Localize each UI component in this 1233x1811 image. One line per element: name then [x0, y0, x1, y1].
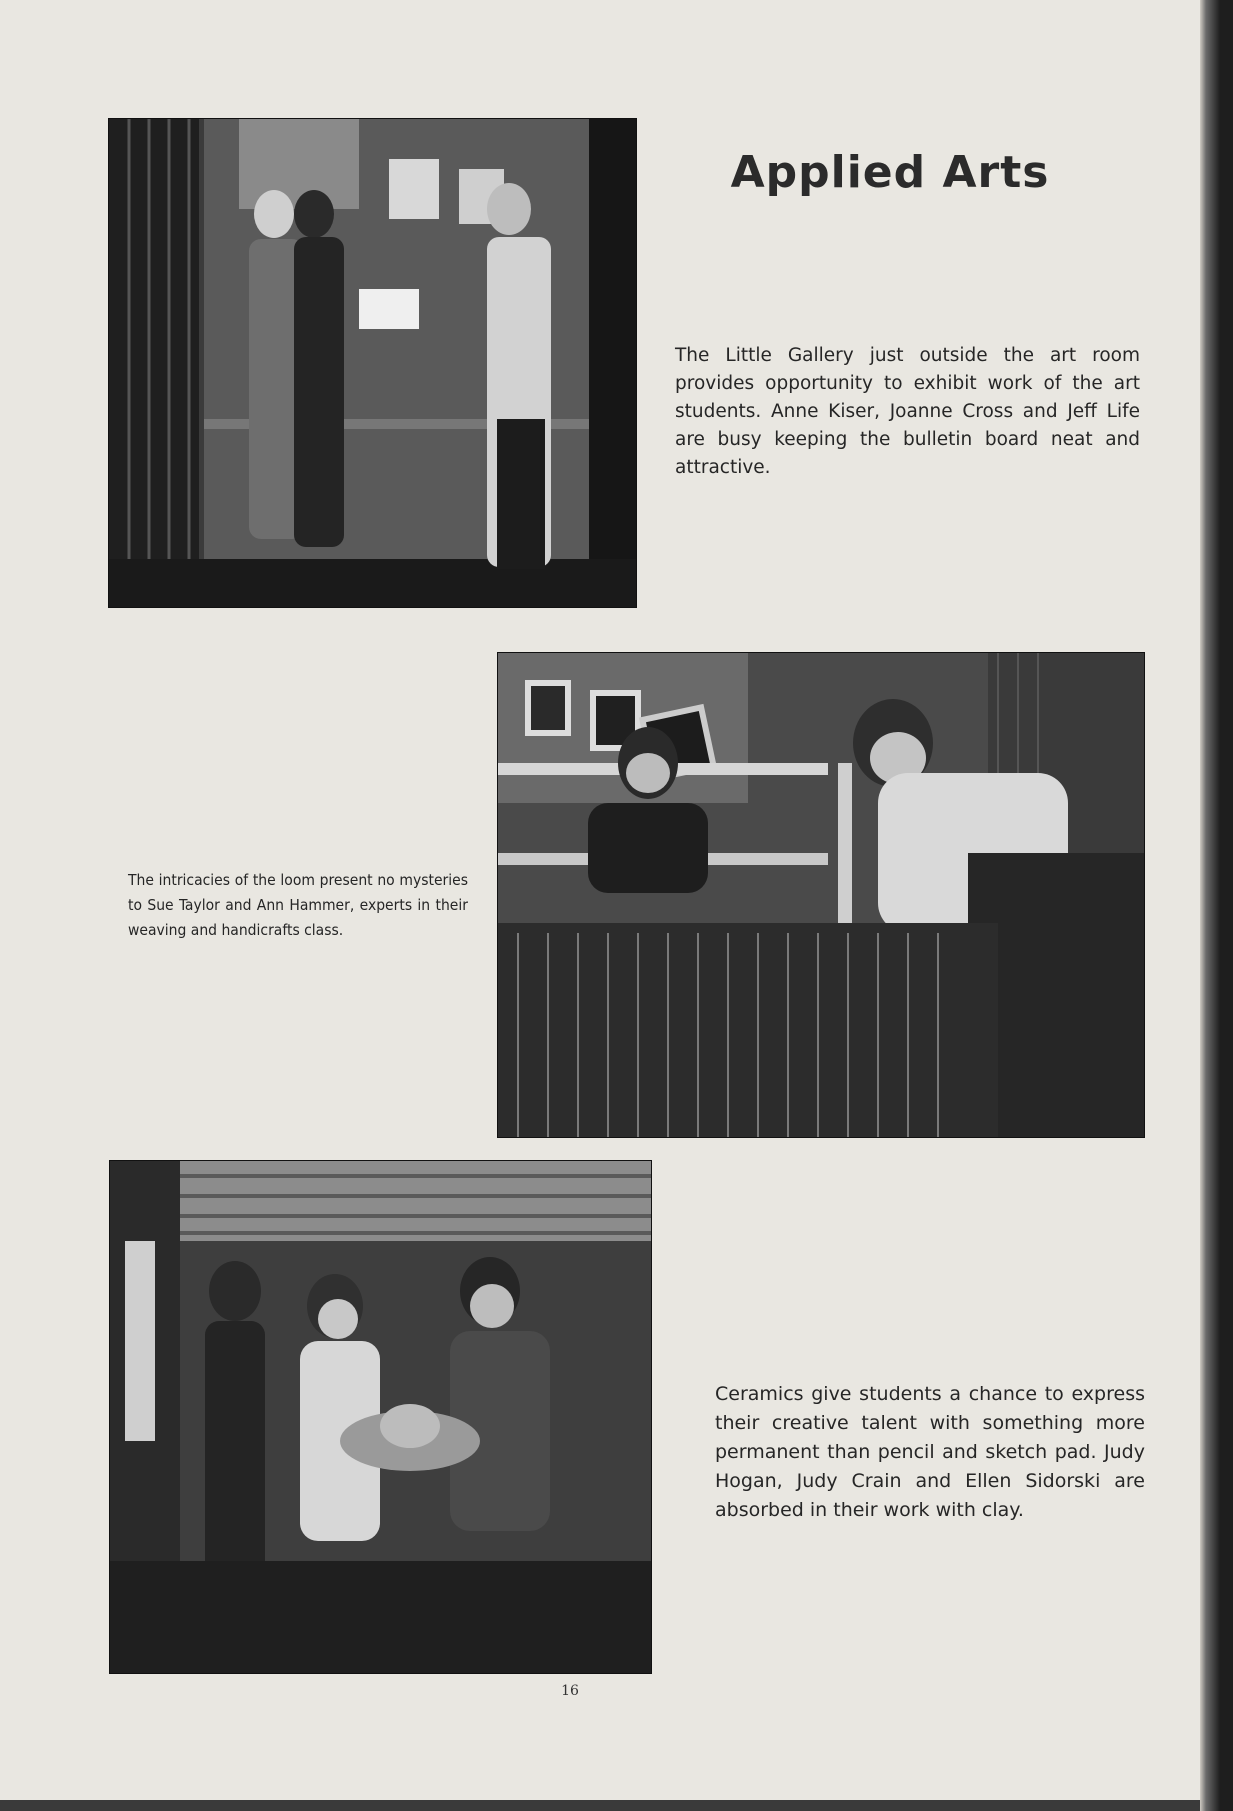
caption-gallery: The Little Gallery just outside the art room provides opportunity to exhibit work of the art students. Anne Kiser, Joanne Cross and Jeff Life are busy keeping the bulletin board neat and attractive.: [675, 344, 1140, 478]
photo-gallery: [108, 118, 637, 608]
photo-ceramics-image: [110, 1161, 651, 1673]
photo-loom: [497, 652, 1145, 1138]
photo-loom-image: [498, 653, 1144, 1137]
page-title: Applied Arts: [730, 147, 1050, 199]
page-number: 16: [561, 1683, 579, 1699]
photo-gallery-image: [109, 119, 636, 607]
page-edge-shadow: [1200, 0, 1233, 1811]
caption-ceramics: Ceramics give students a chance to express their creative talent with something more permanent than pencil and sketch pad. Judy Hogan, Judy Crain and Ellen Sidorski are absorbed in their work with clay.: [715, 1383, 1145, 1521]
photo-ceramics: [109, 1160, 652, 1674]
page-bottom-shadow: [0, 1800, 1200, 1811]
caption-loom: The intricacies of the loom present no mysteries to Sue Taylor and Ann Hammer, experts in their weaving and handicrafts class.: [128, 870, 468, 939]
